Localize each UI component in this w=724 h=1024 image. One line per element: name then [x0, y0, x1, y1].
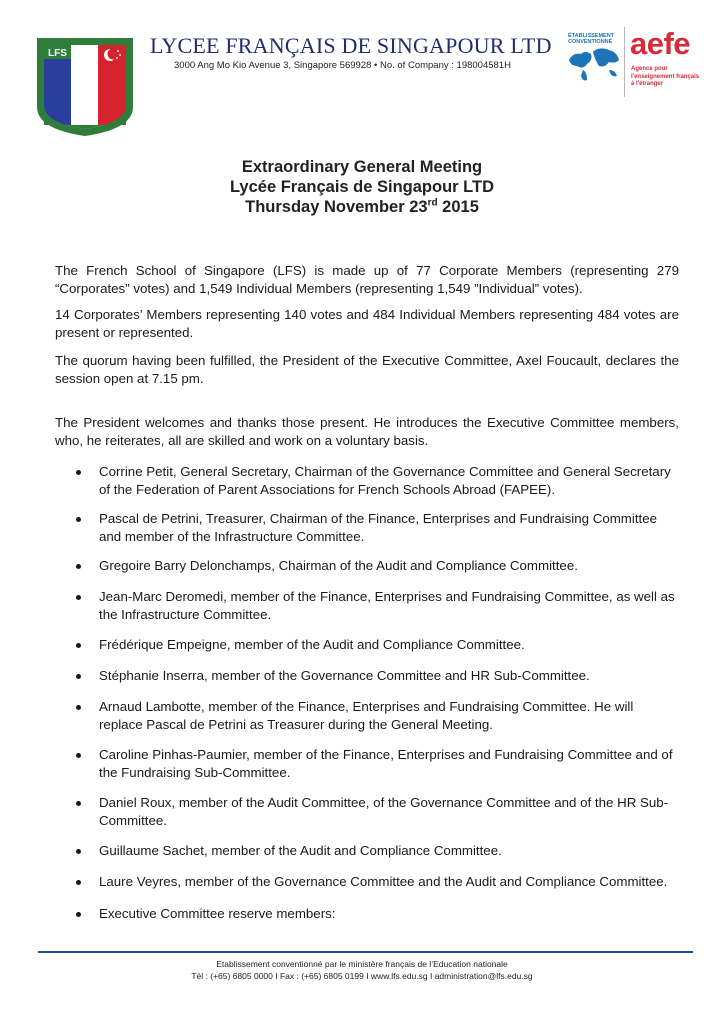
aefe-tagline-line2: l'enseignement français	[631, 73, 700, 80]
bullet-icon	[76, 674, 81, 679]
paragraph-attendance: 14 Corporates’ Members representing 140 votes and 484 Individual Members representing 484 votes are present or represented.	[55, 307, 679, 340]
member-text: Pascal de Petrini, Treasurer, Chairman of the Finance, Enterprises and Fundraising Committee and member of the Infrastructure Committee.	[99, 511, 657, 544]
member-text: Arnaud Lambotte, member of the Finance, Enterprises and Fundraising Committee. He will replace Pascal de Petrini as Treasurer during the General Meeting.	[99, 699, 634, 732]
footer-divider	[38, 951, 693, 953]
title-line-3	[0, 197, 724, 217]
crest-label: LFS	[48, 48, 67, 59]
organization-name: LYCEE FRANÇAIS DE SINGAPOUR LTD	[150, 33, 552, 58]
lfs-crest-logo	[36, 37, 134, 137]
title-year: 2015	[437, 198, 479, 216]
title-date-suffix: rd	[427, 197, 438, 209]
bullet-icon	[76, 470, 81, 475]
bullet-icon	[76, 849, 81, 854]
organization-address: 3000 Ang Mo Kio Avenue 3, Singapore 569928 • No. of Company : 198004581H	[174, 60, 511, 71]
bullet-icon	[76, 564, 81, 569]
member-text: Gregoire Barry Delonchamps, Chairman of the Audit and Compliance Committee.	[99, 558, 578, 573]
title-line-1: Extraordinary General Meeting	[241, 158, 483, 176]
title-date: Thursday November 23	[245, 198, 428, 216]
bullet-icon	[76, 643, 81, 648]
bullet-icon	[76, 517, 81, 522]
aefe-convention-label	[568, 33, 614, 45]
aefe-tagline-line1: Agence pour	[631, 66, 668, 72]
bullet-icon	[76, 880, 81, 885]
member-text: Jean-Marc Deromedi, member of the Finance, Enterprises and Fundraising Committee, as well as the Infrastructure Committee.	[99, 589, 675, 622]
footer-contact: Tél : (+65) 6805 0000 I Fax : (+65) 6805 0199 I www.lfs.edu.sg I administration@lfs.edu.sg	[191, 971, 533, 981]
footer-accreditation: Etablissement conventionné par le ministère français de l’Education nationale	[216, 959, 508, 969]
aefe-tagline-line3: à l'étranger	[631, 81, 664, 87]
paragraph-membership: The French School of Singapore (LFS) is made up of 77 Corporate Members (representing 279 “Corporates” votes) and 1,549 Individual Members (representing 1,549 ”Individual” votes).	[55, 263, 679, 296]
aefe-divider	[624, 27, 625, 97]
bullet-icon	[76, 801, 81, 806]
bullet-icon	[76, 753, 81, 758]
aefe-convention-line1: ÉTABLISSEMENT	[568, 33, 615, 39]
aefe-convention-line2: CONVENTIONNÉ	[568, 39, 613, 45]
member-text: Guillaume Sachet, member of the Audit and Compliance Committee.	[99, 843, 502, 858]
member-text: Corrine Petit, General Secretary, Chairman of the Governance Committee and General Secretary of the Federation of Parent Associations for French Schools Abroad (FAPEE).	[99, 464, 671, 497]
title-line-2: Lycée Français de Singapour LTD	[229, 178, 495, 196]
member-text: Laure Veyres, member of the Governance Committee and the Audit and Compliance Committee.	[99, 874, 668, 889]
member-text: Frédérique Empeigne, member of the Audit and Compliance Committee.	[99, 637, 525, 652]
paragraph-quorum: The quorum having been fulfilled, the President of the Executive Committee, Axel Foucault, declares the session open at 7.15 pm.	[55, 353, 679, 386]
aefe-logo: aefe	[630, 26, 691, 61]
member-text: Executive Committee reserve members:	[99, 906, 336, 921]
bullet-icon	[76, 595, 81, 600]
paragraph-welcome: The President welcomes and thanks those present. He introduces the Executive Committee members, who, he reiterates, all are skilled and work on a voluntary basis.	[55, 415, 679, 448]
document-title	[0, 157, 724, 217]
bullet-icon	[76, 705, 81, 710]
member-text: Stéphanie Inserra, member of the Governance Committee and HR Sub-Committee.	[99, 668, 590, 683]
member-text: Caroline Pinhas-Paumier, member of the Finance, Enterprises and Fundraising Committee and of the Fundraising Sub-Committee.	[99, 747, 673, 780]
member-text: Daniel Roux, member of the Audit Committee, of the Governance Committee and of the HR Sub-Committee.	[99, 795, 669, 828]
bullet-icon	[76, 912, 81, 917]
aefe-tagline	[631, 66, 699, 89]
